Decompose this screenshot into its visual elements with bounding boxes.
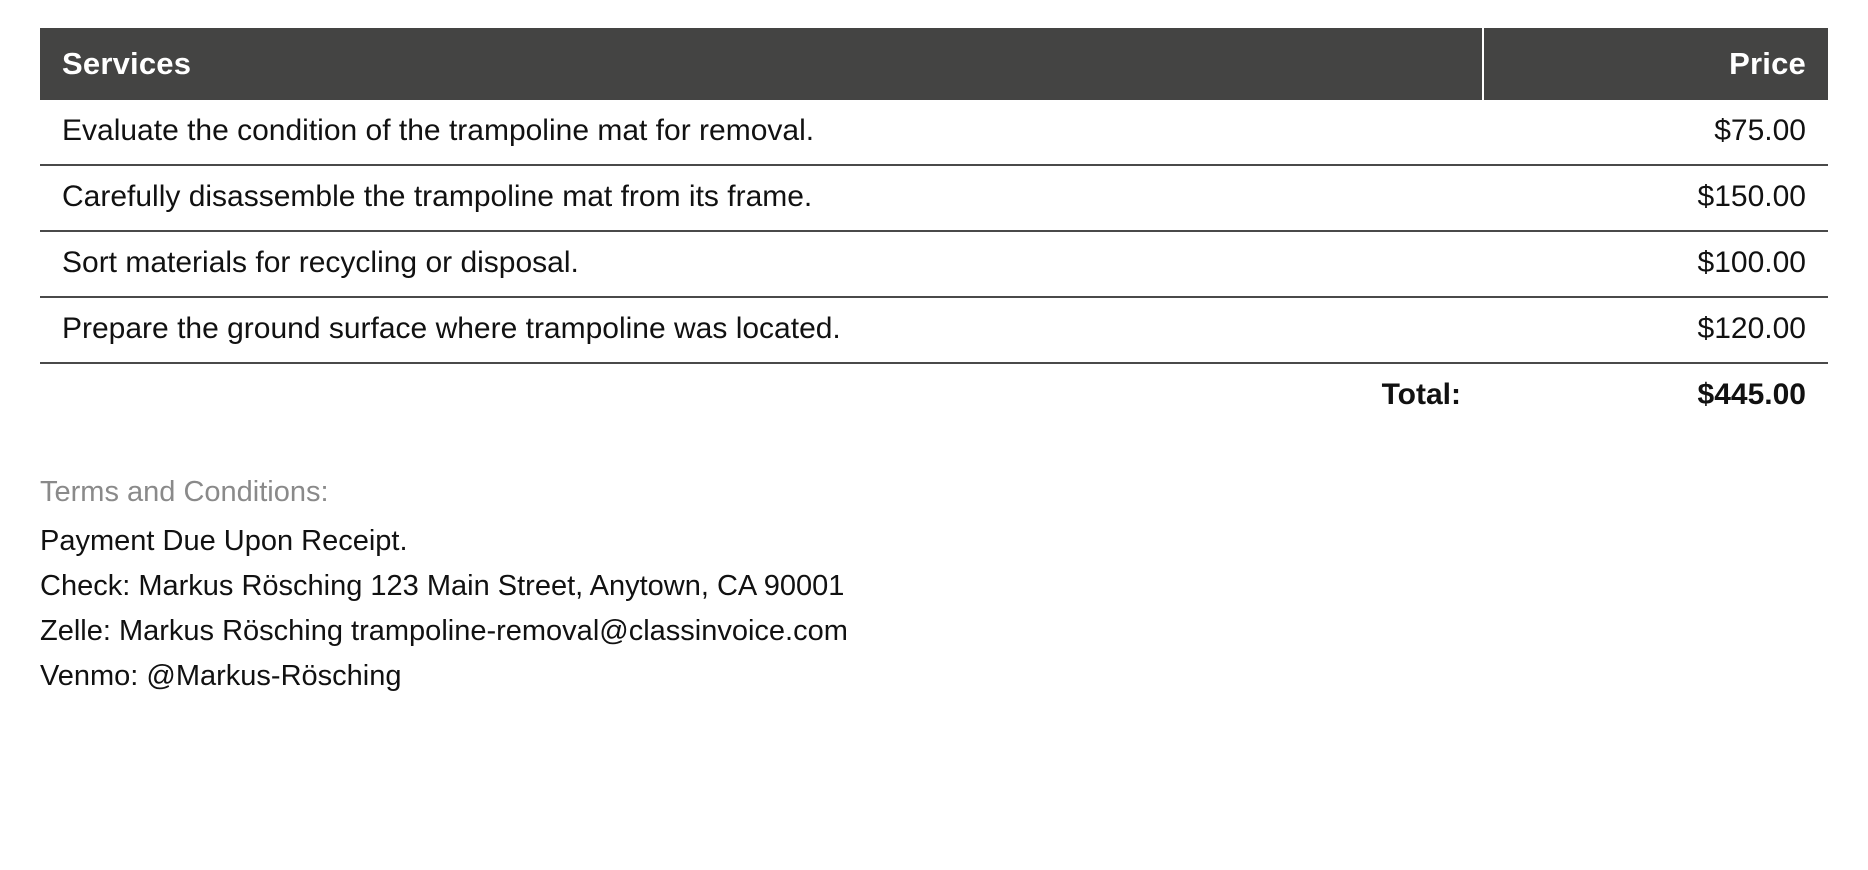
table-row <box>40 165 1828 231</box>
terms-line-venmo: Venmo: @Markus-Rösching <box>40 659 402 692</box>
column-header-price: Price <box>1483 28 1828 100</box>
table-body <box>40 100 1828 428</box>
table-header <box>40 28 1828 100</box>
table-row <box>40 100 1828 165</box>
table-total-row <box>40 363 1828 428</box>
total-value: $445.00 <box>1697 378 1806 411</box>
column-header-services: Services <box>40 28 1483 100</box>
service-description: Prepare the ground surface where trampoline was located. <box>40 297 1483 363</box>
service-description: Evaluate the condition of the trampoline mat for removal. <box>40 100 1483 165</box>
service-price: $120.00 <box>1483 297 1828 363</box>
service-price: $75.00 <box>1483 100 1828 165</box>
total-label: Total: <box>1381 378 1461 411</box>
service-description: Sort materials for recycling or disposal. <box>40 231 1483 297</box>
service-price: $100.00 <box>1483 231 1828 297</box>
table-row <box>40 297 1828 363</box>
table-row <box>40 231 1828 297</box>
terms-line-zelle: Zelle: Markus Rösching trampoline-removal@classinvoice.com <box>40 614 848 647</box>
terms-line-payment: Payment Due Upon Receipt. <box>40 525 408 557</box>
services-price-table <box>40 28 1828 428</box>
terms-line-check: Check: Markus Rösching 123 Main Street, Anytown, CA 90001 <box>40 569 845 602</box>
terms-and-conditions <box>40 476 1828 699</box>
service-price: $150.00 <box>1483 165 1828 231</box>
service-description: Carefully disassemble the trampoline mat from its frame. <box>40 165 1483 231</box>
terms-title: Terms and Conditions: <box>40 476 329 508</box>
table-header-row <box>40 28 1828 100</box>
